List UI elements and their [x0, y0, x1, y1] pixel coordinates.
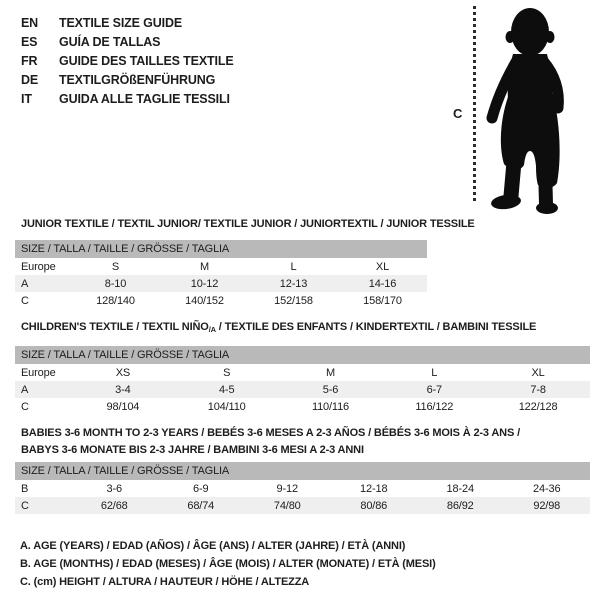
language-row: [21, 13, 234, 32]
table-row: [15, 381, 590, 398]
title-segment: BABYS 3-6 MONATE BIS 2-3 JAHRE / BAMBINI 3-6 MESI A 2-3 ANNI: [21, 444, 364, 456]
table-row: [15, 480, 590, 497]
footnote-line: C. (cm) HEIGHT / ALTURA / HAUTEUR / HÖHE / ALTEZZA: [20, 576, 310, 588]
children-table-title: [21, 319, 536, 338]
language-code: DE: [21, 72, 39, 87]
children-title-line: [21, 319, 536, 338]
size-value-cell: 7-8: [530, 383, 546, 396]
junior-size-table: [15, 240, 427, 309]
size-value-cell: 92/98: [533, 499, 561, 512]
size-value-cell: 3-6: [106, 482, 122, 495]
size-value-cell: 152/158: [274, 294, 313, 307]
size-value-cell: 18-24: [446, 482, 474, 495]
size-value-cell: 86/92: [446, 499, 474, 512]
size-value-cell: 14-16: [368, 277, 397, 290]
babies-size-table: [15, 462, 590, 514]
size-value-cell: XS: [115, 366, 131, 379]
table-row: [15, 292, 427, 309]
size-value-cell: 80/86: [360, 499, 388, 512]
size-value-cell: L: [431, 366, 438, 379]
language-guide-title: GUIDE DES TAILLES TEXTILE: [59, 53, 234, 68]
size-value-cell: 110/116: [311, 400, 350, 413]
height-measure-label: C: [453, 106, 463, 121]
size-value-cell: XL: [375, 260, 390, 273]
language-row: [21, 32, 234, 51]
size-value-cell: XL: [531, 366, 545, 379]
table-row: [15, 497, 590, 514]
size-value-cell: 104/110: [207, 400, 246, 413]
height-measure-dashed-line: [473, 6, 476, 204]
row-label: B: [21, 482, 29, 495]
size-value-cell: M: [325, 366, 335, 379]
size-value-cell: 6-7: [426, 383, 443, 396]
size-value-cell: M: [199, 260, 209, 273]
size-value-cell: 8-10: [104, 277, 127, 290]
size-value-cell: 158/170: [363, 294, 402, 307]
size-value-cell: 74/80: [273, 499, 301, 512]
language-row: [21, 70, 234, 89]
footnote-line: B. AGE (MONTHS) / EDAD (MESES) / ÂGE (MOIS) / ALTER (MONATE) / ETÀ (MESI): [20, 558, 436, 570]
row-label: A: [21, 277, 29, 290]
junior-table-title: [21, 216, 475, 233]
size-value-cell: 9-12: [276, 482, 298, 495]
language-row: [21, 51, 234, 70]
footnotes: [20, 537, 436, 591]
size-value-cell: 5-6: [322, 383, 339, 396]
size-value-cell: 128/140: [96, 294, 135, 307]
size-value-cell: S: [111, 260, 120, 273]
size-value-cell: S: [223, 366, 231, 379]
language-code: FR: [21, 53, 38, 68]
size-value-cell: 68/74: [187, 499, 215, 512]
row-label: C: [21, 400, 29, 413]
children-size-table: [15, 346, 590, 415]
size-header-label: SIZE / TALLA / TAILLE / GRÖSSE / TAGLIA: [21, 465, 230, 477]
row-label: A: [21, 383, 29, 396]
size-value-cell: 116/122: [415, 400, 454, 413]
size-value-cell: 6-9: [193, 482, 209, 495]
size-value-cell: 12-18: [360, 482, 388, 495]
title-segment: /A: [208, 325, 216, 334]
language-code: EN: [21, 15, 39, 30]
size-header-bar: [15, 462, 590, 480]
size-value-cell: 98/104: [106, 400, 140, 413]
size-header-bar: [15, 346, 590, 364]
table-row: [15, 398, 590, 415]
size-value-cell: 3-4: [115, 383, 131, 396]
title-segment: CHILDREN'S TEXTILE / TEXTIL NIÑO: [21, 321, 209, 333]
size-value-cell: 12-13: [279, 277, 308, 290]
baby-figure: [452, 4, 600, 216]
language-guide-title: GUIDA ALLE TAGLIE TESSILI: [59, 91, 230, 106]
size-header-bar: [15, 240, 427, 258]
language-guide-title: GUÍA DE TALLAS: [59, 34, 161, 49]
title-segment: BABIES 3-6 MONTH TO 2-3 YEARS / BEBÉS 3-6 MESES A 2-3 AÑOS / BÉBÉS 3-6 MOIS À 2-3 ANS /: [21, 427, 520, 439]
row-label: C: [21, 499, 29, 512]
footnote-line: A. AGE (YEARS) / EDAD (AÑOS) / ÂGE (ANS) / ALTER (JAHRE) / ETÀ (ANNI): [20, 540, 406, 552]
size-value-cell: 4-5: [218, 383, 235, 396]
row-label: Europe: [21, 260, 56, 273]
babies-title-line: [21, 442, 520, 459]
size-header-label: SIZE / TALLA / TAILLE / GRÖSSE / TAGLIA: [21, 349, 230, 361]
title-segment: / TEXTILE DES ENFANTS / KINDERTEXTIL / BAMBINI TESSILE: [215, 321, 537, 333]
row-label: Europe: [21, 366, 56, 379]
size-value-cell: 140/152: [185, 294, 224, 307]
language-guide-title: TEXTILGRÖßENFÜHRUNG: [59, 72, 216, 87]
size-value-cell: L: [290, 260, 297, 273]
junior-title-line: [21, 216, 475, 233]
size-value-cell: 122/128: [518, 400, 558, 413]
table-row: [15, 364, 590, 381]
babies-title-line: [21, 425, 520, 442]
size-value-cell: 24-36: [533, 482, 561, 495]
language-row: [21, 89, 234, 108]
language-code: IT: [21, 91, 32, 106]
baby-silhouette-icon: [480, 4, 600, 214]
row-label: C: [21, 294, 29, 307]
size-header-label: SIZE / TALLA / TAILLE / GRÖSSE / TAGLIA: [21, 243, 230, 255]
language-title-list: [21, 13, 234, 108]
table-row: [15, 258, 427, 275]
table-row: [15, 275, 427, 292]
language-guide-title: TEXTILE SIZE GUIDE: [59, 15, 183, 30]
babies-table-title: [21, 425, 520, 459]
title-segment: JUNIOR TEXTILE / TEXTIL JUNIOR/ TEXTILE JUNIOR / JUNIORTEXTIL / JUNIOR TESSILE: [21, 218, 475, 230]
size-value-cell: 10-12: [190, 277, 219, 290]
size-value-cell: 62/68: [100, 499, 128, 512]
language-code: ES: [21, 34, 38, 49]
